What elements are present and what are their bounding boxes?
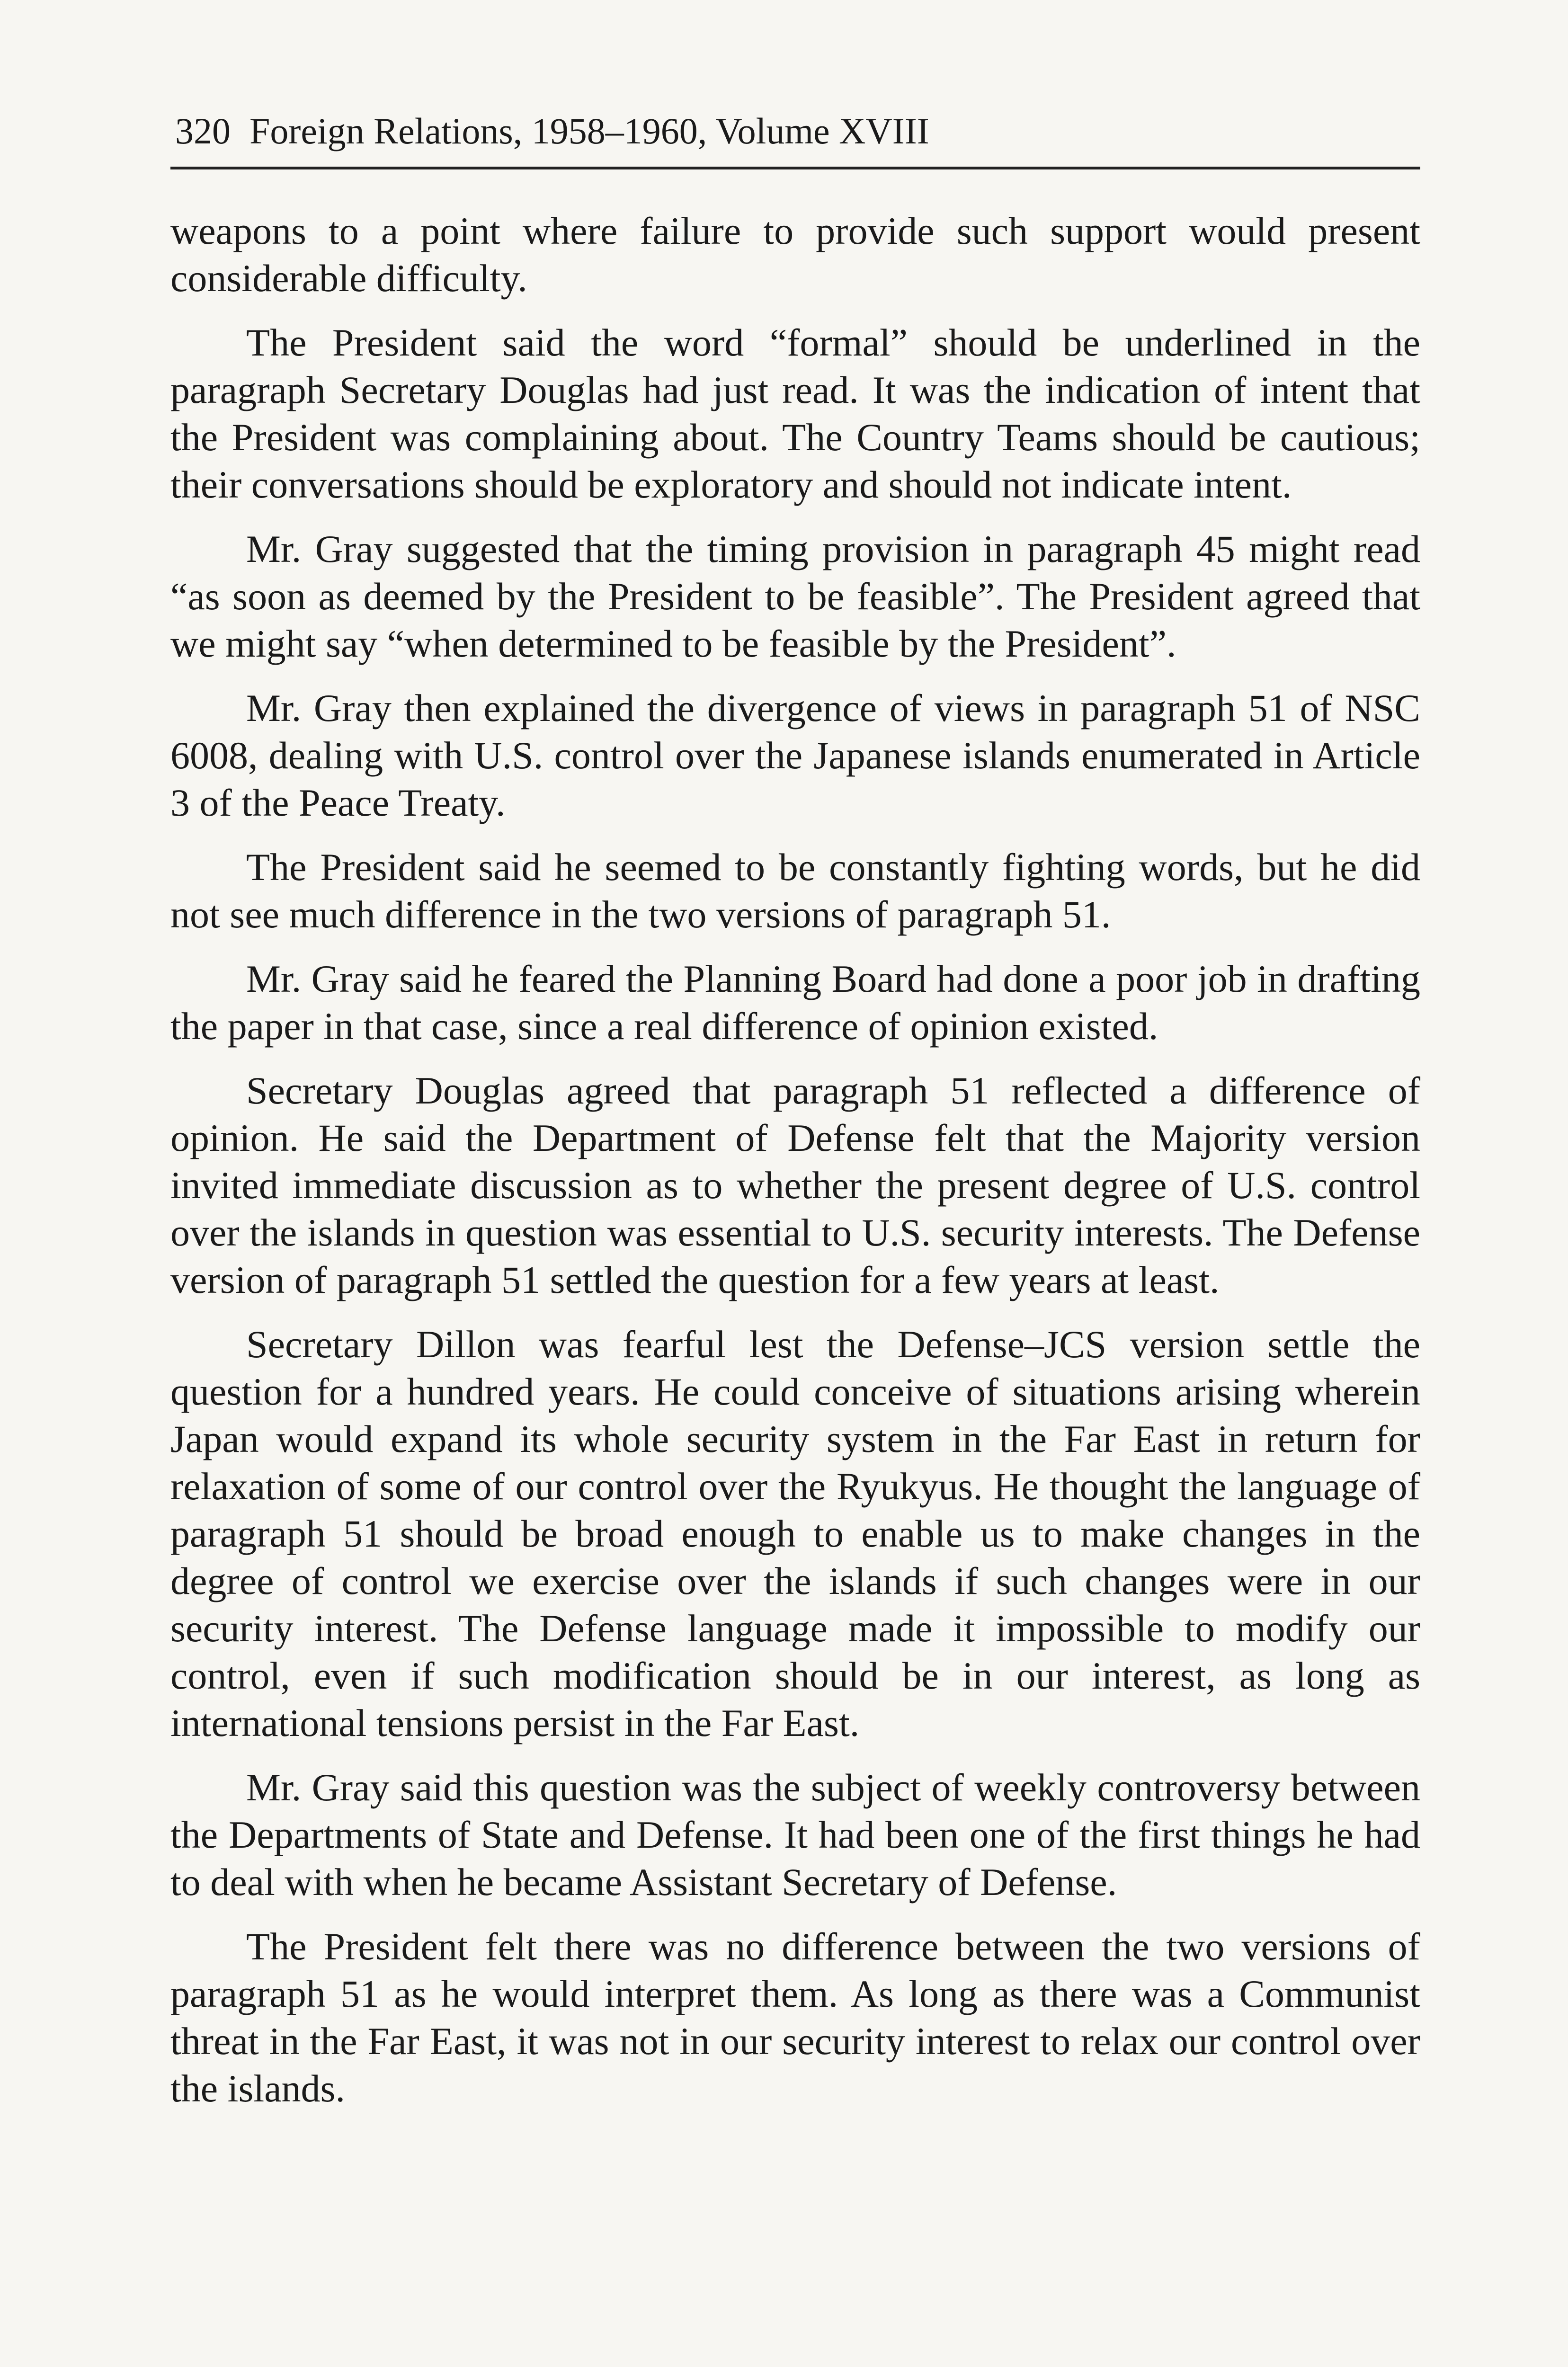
paragraph: The President said he seemed to be constantly fighting words, but he did not see much difference in the two versions of paragraph 51. bbox=[170, 845, 1420, 936]
paragraph: Mr. Gray said he feared the Planning Board had done a poor job in drafting the paper in that case, since a real difference of opinion existed. bbox=[170, 957, 1420, 1048]
paragraph: The President said the word “formal” should be underlined in the paragraph Secretary Douglas had just read. It was the indication of intent that the President was complaining about. The Country Teams should be cautious; their conversations should be exploratory and should not indicate intent. bbox=[170, 320, 1420, 506]
body-text bbox=[170, 207, 1420, 2112]
document-page bbox=[170, 109, 1420, 2129]
paragraph: Mr. Gray suggested that the timing provision in paragraph 45 might read “as soon as deemed by the President to be feasible”. The President agreed that we might say “when determined to be feasible by the President”. bbox=[170, 527, 1420, 665]
page-number: 320 bbox=[175, 110, 231, 151]
publication-title: Foreign Relations, 1958–1960, Volume XVIII bbox=[249, 110, 929, 151]
paragraph: The President felt there was no difference between the two versions of paragraph 51 as he would interpret them. As long as there was a Communist threat in the Far East, it was not in our security interest to relax our control over the islands. bbox=[170, 1924, 1420, 2110]
running-head bbox=[170, 109, 1420, 169]
paragraph: Mr. Gray said this question was the subject of weekly controversy between the Departments of State and Defense. It had been one of the first things he had to deal with when he became Assistant Secretary of Defense. bbox=[170, 1765, 1420, 1904]
paragraph: Secretary Douglas agreed that paragraph 51 reflected a difference of opinion. He said the Department of Defense felt that the Majority version invited immediate discussion as to whether the present degree of U.S. control over the islands in question was essential to U.S. security interests. The Defense version of paragraph 51 settled the question for a few years at least. bbox=[170, 1068, 1420, 1301]
paragraph: Secretary Dillon was fearful lest the Defense–JCS version settle the question for a hundred years. He could conceive of situations arising wherein Japan would expand its whole security system in the Far East in return for relaxation of some of our control over the Ryukyus. He thought the language of paragraph 51 should be broad enough to enable us to make changes in the degree of control we exercise over the islands if such changes were in our security interest. The Defense language made it impossible to modify our control, even if such modification should be in our interest, as long as international tensions persist in the Far East. bbox=[170, 1322, 1420, 1744]
paragraph-continued: weapons to a point where failure to provide such support would present considerable difficulty. bbox=[170, 209, 1420, 300]
paragraph: Mr. Gray then explained the divergence of views in paragraph 51 of NSC 6008, dealing with U.S. control over the Japanese islands enumerated in Article 3 of the Peace Treaty. bbox=[170, 686, 1420, 824]
